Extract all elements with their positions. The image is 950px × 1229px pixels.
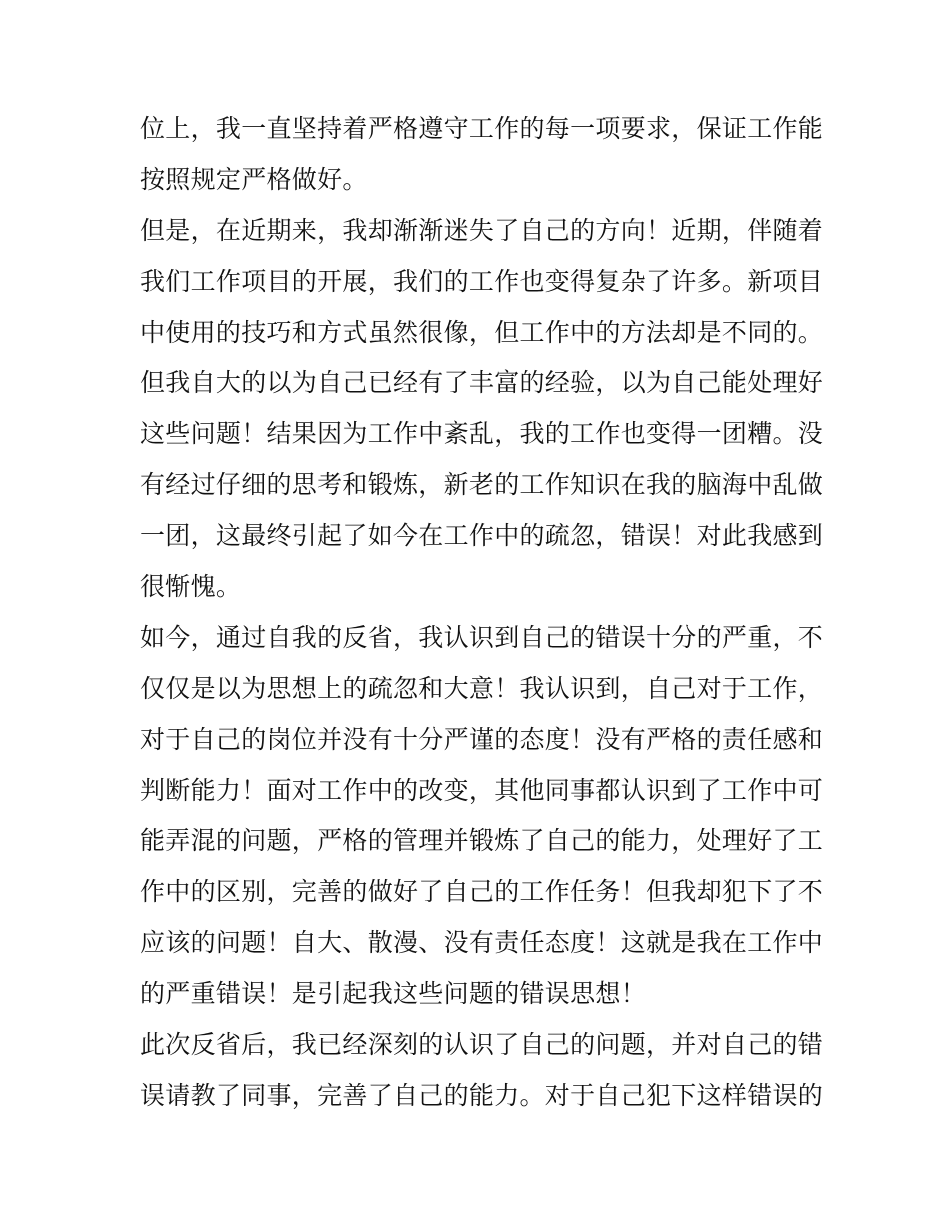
text-line: 仅仅是以为思想上的疏忽和大意！我认识到，自己对于工作， [140,673,824,703]
text-line: 的严重错误！是引起我这些问题的错误思想！ [140,979,647,1009]
text-line: 判断能力！面对工作中的改变，其他同事都认识到了工作中可 [140,775,824,805]
body-text [140,104,824,1122]
text-line: 很惭愧。 [140,572,242,602]
text-line: 按照规定严格做好。 [140,164,368,194]
text-line: 应该的问题！自大、散漫、没有责任态度！这就是我在工作中 [140,928,824,958]
text-line: 如今，通过自我的反省，我认识到自己的错误十分的严重，不 [140,622,824,652]
text-line: 我们工作项目的开展，我们的工作也变得复杂了许多。新项目 [140,266,824,296]
text-line: 作中的区别，完善的做好了自己的工作任务！但我却犯下了不 [140,877,824,907]
text-line: 一团，这最终引起了如今在工作中的疏忽，错误！对此我感到 [140,521,824,551]
text-line: 这些问题！结果因为工作中紊乱，我的工作也变得一团糟。没 [140,419,824,449]
text-line: 对于自己的岗位并没有十分严谨的态度！没有严格的责任感和 [140,724,824,754]
text-line: 中使用的技巧和方式虽然很像，但工作中的方法却是不同的。 [140,317,824,347]
text-line: 能弄混的问题，严格的管理并锻炼了自己的能力，处理好了工 [140,826,824,856]
text-line: 但是，在近期来，我却渐渐迷失了自己的方向！近期，伴随着 [140,215,824,245]
text-line: 有经过仔细的思考和锻炼，新老的工作知识在我的脑海中乱做 [140,470,824,500]
text-line: 误请教了同事，完善了自己的能力。对于自己犯下这样错误的 [140,1080,824,1110]
text-line: 位上，我一直坚持着严格遵守工作的每一项要求，保证工作能 [140,114,824,143]
text-line: 但我自大的以为自己已经有了丰富的经验，以为自己能处理好 [140,368,824,398]
text-line: 此次反省后，我已经深刻的认识了自己的问题，并对自己的错 [140,1030,824,1060]
